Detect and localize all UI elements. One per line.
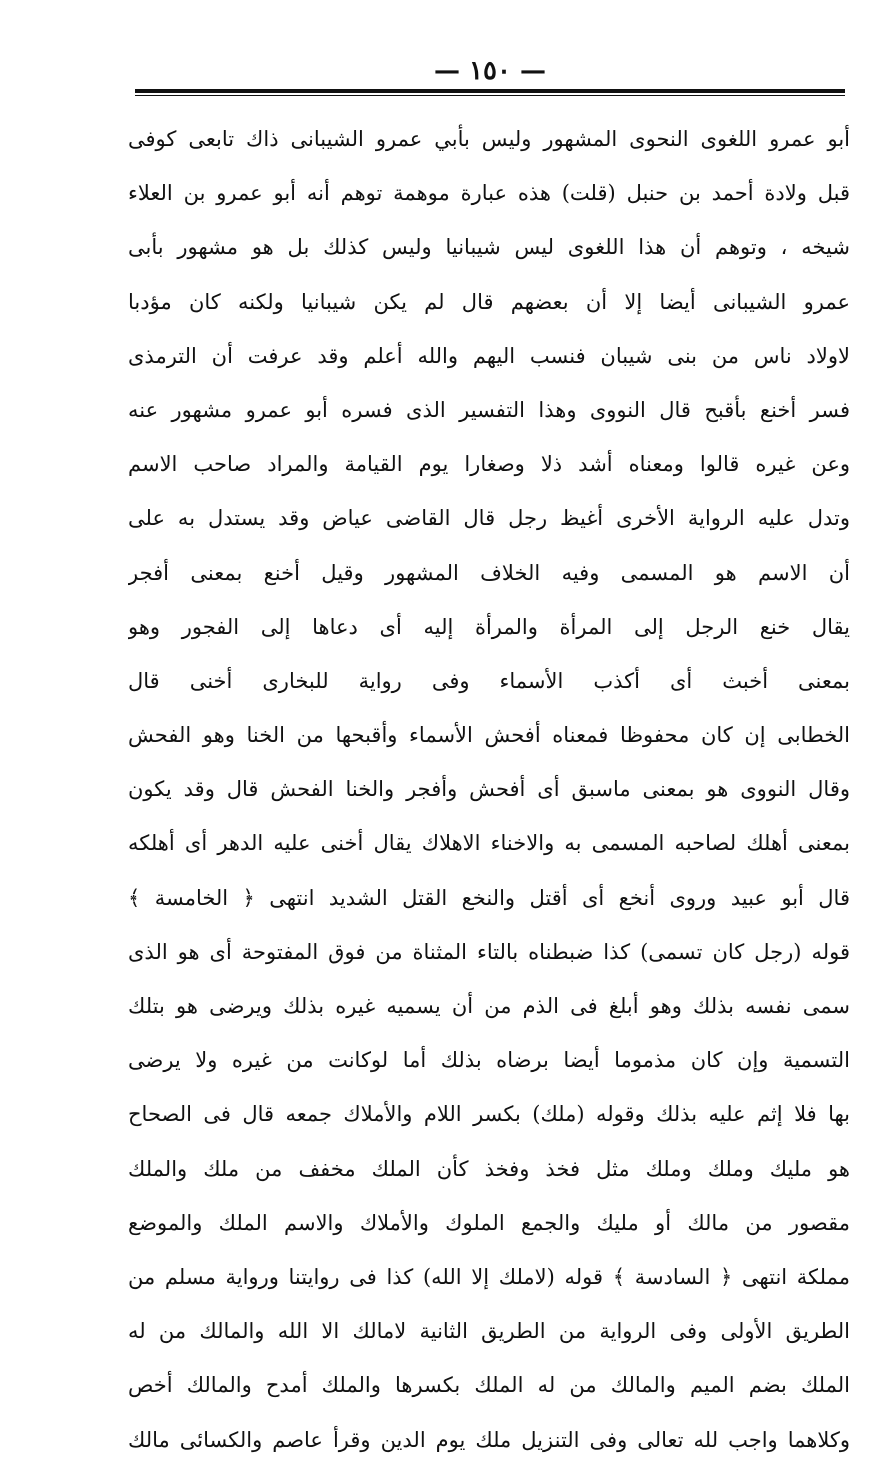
text-line: لاولاد ناس من بنى شيبان فنسب اليهم والله أعلم وقد عرفت أن الترمذى: [128, 343, 850, 368]
text-line: قبل ولادة أحمد بن حنبل (قلت) هذه عبارة موهمة توهم أنه أبو عمرو بن العلاء: [128, 181, 850, 206]
text-line: قال أبو عبيد وروى أنخع أى أقتل والنخع القتل الشديد انتهى ﴿ الخامسة ﴾: [128, 885, 850, 910]
text-line: الخطابى إن كان محفوظا فمعناه أفحش الأسماء وأقبحها من الخنا وهو الفحش: [128, 723, 850, 748]
page-header: [135, 56, 845, 86]
text-line: أن الاسم هو المسمى وفيه الخلاف المشهور وقيل أخنع بمعنى أفجر: [128, 560, 850, 585]
text-line: سمى نفسه بذلك وهو أبلغ فى الذم من أن يسميه غيره بذلك ويرضى هو بتلك: [128, 994, 850, 1018]
text-line: يقال خنع الرجل إلى المرأة والمرأة إليه أى دعاها إلى الفجور وهو: [128, 614, 850, 639]
text-line: وعن غيره قالوا ومعناه أشد ذلا وصغارا يوم القيامة والمراد صاحب الاسم: [128, 452, 850, 477]
header-rule-thin: [135, 95, 845, 96]
header-rule: [135, 89, 845, 93]
text-line: وكلاهما واجب لله تعالى وفى التنزيل ملك يوم الدين وقرأ عاصم والكسائى مالك: [128, 1427, 850, 1452]
text-line: شيخه ، وتوهم أن هذا اللغوى ليس شيبانيا وليس كذلك بل هو مشهور بأبى: [128, 235, 850, 260]
text-line: وقال النووى هو بمعنى ماسبق أى أفحش وأفجر والخنا الفحش قال وقد يكون: [128, 777, 850, 802]
text-line: مقصور من مالك أو مليك والجمع الملوك والأملاك والاسم الملك والموضع: [128, 1210, 850, 1235]
body-text: [128, 112, 850, 1467]
text-line: التسمية وإن كان مذموما أيضا برضاه بذلك أما لوكانت من غيره ولا يرضى: [128, 1048, 850, 1073]
text-line: قوله (رجل كان تسمى) كذا ضبطناه بالتاء المثناة من فوق المفتوحة أى هو الذى: [128, 939, 850, 964]
text-line: عمرو الشيبانى أيضا إلا أن بعضهم قال لم يكن شيبانيا ولكنه كان مؤدبا: [128, 289, 850, 314]
text-line: وتدل عليه الرواية الأخرى أغيظ رجل قال القاضى عياض وقد يستدل به على: [128, 506, 850, 531]
text-line: الطريق الأولى وفى الرواية من الطريق الثانية لامالك الا الله والمالك من له: [128, 1319, 850, 1344]
page-number: — ١٥٠ —: [433, 56, 547, 86]
text-line: فسر أخنع بأقبح قال النووى وهذا التفسير الذى فسره أبو عمرو مشهور عنه: [128, 397, 850, 422]
text-line: بها فلا إثم عليه بذلك وقوله (ملك) بكسر اللام والأملاك جمعه قال فى الصحاح: [128, 1102, 850, 1127]
text-line: أبو عمرو اللغوى النحوى المشهور وليس بأبي عمرو الشيبانى ذاك تابعى كوفى: [128, 127, 850, 151]
text-line: الملك بضم الميم والمالك من له الملك بكسرها والملك أمدح والمالك أخص: [128, 1373, 850, 1398]
text-line: مملكة انتهى ﴿ السادسة ﴾ قوله (لاملك إلا الله) كذا فى روايتنا ورواية مسلم من: [128, 1264, 850, 1289]
text-line: بمعنى أخبث أى أكذب الأسماء وفى رواية للبخارى أخنى قال: [128, 668, 850, 693]
text-line: بمعنى أهلك لصاحبه المسمى به والاخناء الاهلاك يقال أخنى عليه الدهر أى أهلكه: [128, 831, 850, 856]
text-line: هو مليك وملك وملك مثل فخذ وفخذ كأن الملك مخفف من ملك والملك: [128, 1156, 850, 1181]
